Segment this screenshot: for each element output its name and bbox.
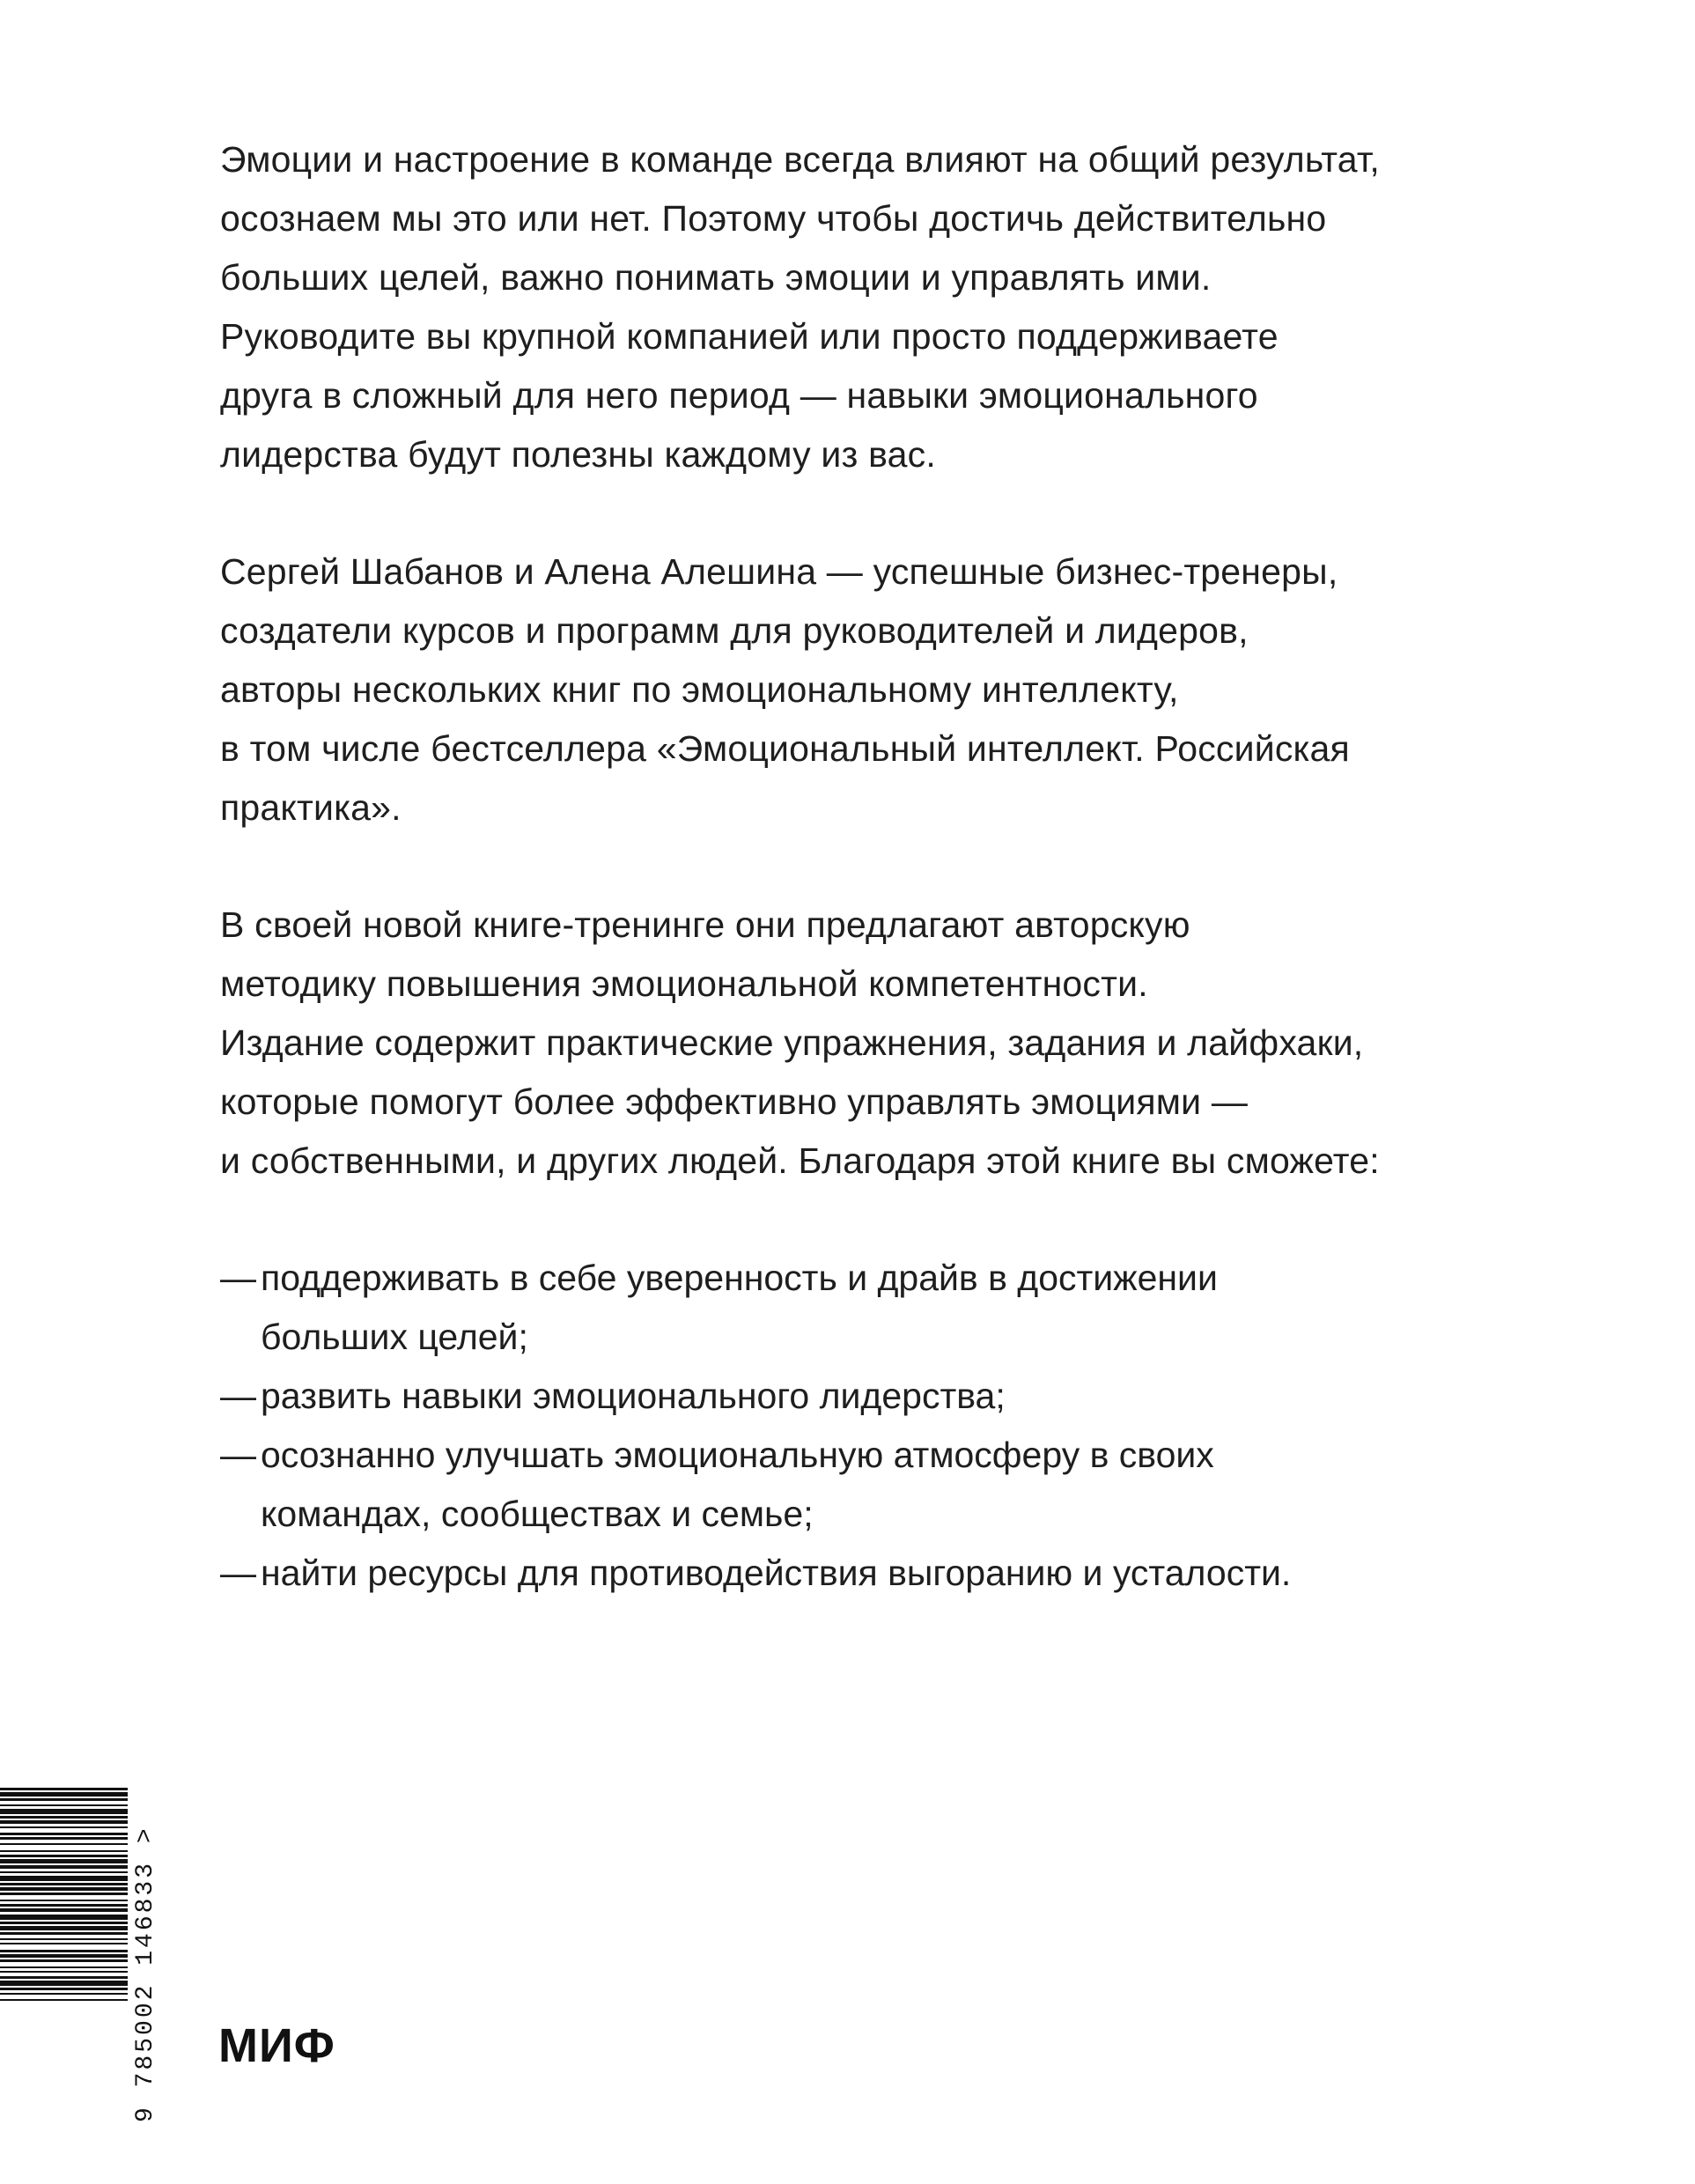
text-line: авторы нескольких книг по эмоциональному интеллекту, <box>220 669 1179 710</box>
barcode-bar <box>0 1792 128 1797</box>
barcode-bar <box>0 1871 128 1873</box>
barcode-bar <box>0 1859 128 1863</box>
barcode-bar <box>0 1922 128 1924</box>
text-line: лидерства будут полезны каждому из вас. <box>220 434 936 475</box>
text-line: друга в сложный для него период — навыки эмоционального <box>220 375 1258 416</box>
text-line: больших целей, важно понимать эмоции и управлять ими. <box>220 257 1212 298</box>
dash-bullet: — <box>220 1258 256 1298</box>
barcode-bar <box>0 1954 128 1958</box>
barcode-bar <box>0 1988 128 1990</box>
text-line: создатели курсов и программ для руководителей и лидеров, <box>220 610 1249 651</box>
text-line: осознанно улучшать эмоциональную атмосферу в своих <box>261 1435 1214 1475</box>
barcode-bar <box>0 1820 128 1824</box>
text-line: Эмоции и настроение в команде всегда влияют на общий результат, <box>220 139 1380 180</box>
barcode-bar <box>0 1883 128 1885</box>
paragraph-authors <box>220 542 1523 837</box>
text-line: Издание содержит практические упражнения, задания и лайфхаки, <box>220 1022 1364 1063</box>
barcode-bar <box>0 1865 128 1869</box>
benefits-list <box>220 1249 1523 1603</box>
text-line: методику повышения эмоциональной компетентности. <box>220 963 1148 1004</box>
barcode-bar <box>0 1943 128 1944</box>
publisher-logo: МИФ <box>218 2019 335 2072</box>
text-line: в том числе бестселлера «Эмоциональный интеллект. Российская <box>220 728 1350 769</box>
paragraph-book-description <box>220 896 1523 1191</box>
barcode-digits: 9 785002 146833 > <box>132 1826 159 2122</box>
dash-bullet: — <box>220 1553 256 1593</box>
barcode-bar <box>0 1900 128 1901</box>
barcode-bar <box>0 1826 128 1828</box>
text-line: которые помогут более эффективно управлять эмоциями — <box>220 1081 1249 1122</box>
text-line: В своей новой книге-тренинге они предлагают авторскую <box>220 904 1190 945</box>
barcode-bar <box>0 1788 128 1790</box>
barcode-bar <box>0 1932 128 1935</box>
list-item <box>220 1367 1523 1426</box>
list-item <box>220 1426 1523 1544</box>
barcode-bar <box>0 1855 128 1857</box>
barcode-bar <box>0 1833 128 1835</box>
text-line: осознаем мы это или нет. Поэтому чтобы достичь действительно <box>220 198 1327 239</box>
text-line: найти ресурсы для противодействия выгоранию и усталости. <box>261 1553 1292 1593</box>
barcode-bar <box>0 1981 128 1986</box>
barcode-bar <box>0 1798 128 1801</box>
list-item <box>220 1544 1523 1603</box>
barcode-bar <box>0 1976 128 1979</box>
list-item <box>220 1249 1523 1367</box>
text-line: и собственными, и других людей. Благодаря этой книге вы сможете: <box>220 1140 1380 1181</box>
paragraph-intro <box>220 130 1523 484</box>
text-line: Руководите вы крупной компанией или просто поддерживаете <box>220 316 1279 357</box>
barcode-bar <box>0 1816 128 1819</box>
barcode-bar <box>0 1850 128 1852</box>
barcode-bar <box>0 1999 128 2001</box>
barcode-bar <box>0 1876 128 1881</box>
text-line: практика». <box>220 787 402 828</box>
barcode-bar <box>0 1971 128 1973</box>
text-line: больших целей; <box>261 1317 528 1357</box>
barcode-bar <box>0 1915 128 1920</box>
dash-bullet: — <box>220 1376 256 1416</box>
text-line: развить навыки эмоционального лидерства; <box>261 1376 1006 1416</box>
barcode-bar <box>0 1950 128 1952</box>
barcode-bar <box>0 1843 128 1845</box>
barcode-bar <box>0 1966 128 1968</box>
barcode-bar <box>0 1893 128 1895</box>
barcode-bar <box>0 1804 128 1806</box>
barcode-bar <box>0 1908 128 1912</box>
barcode-bar <box>0 1887 128 1891</box>
barcode-bar <box>0 1938 128 1940</box>
barcode-bar <box>0 1809 128 1814</box>
text-line: Сергей Шабанов и Алена Алешина — успешные бизнес-тренеры, <box>220 551 1338 592</box>
dash-bullet: — <box>220 1435 256 1475</box>
text-line: командах, сообществах и семье; <box>261 1494 814 1534</box>
barcode-bar <box>0 1904 128 1907</box>
barcode-bar <box>0 1926 128 1930</box>
barcode-bar <box>0 1837 128 1840</box>
barcode-bar <box>0 1993 128 1995</box>
barcode-bar <box>0 1959 128 1962</box>
text-line: поддерживать в себе уверенность и драйв в достижении <box>261 1258 1218 1298</box>
